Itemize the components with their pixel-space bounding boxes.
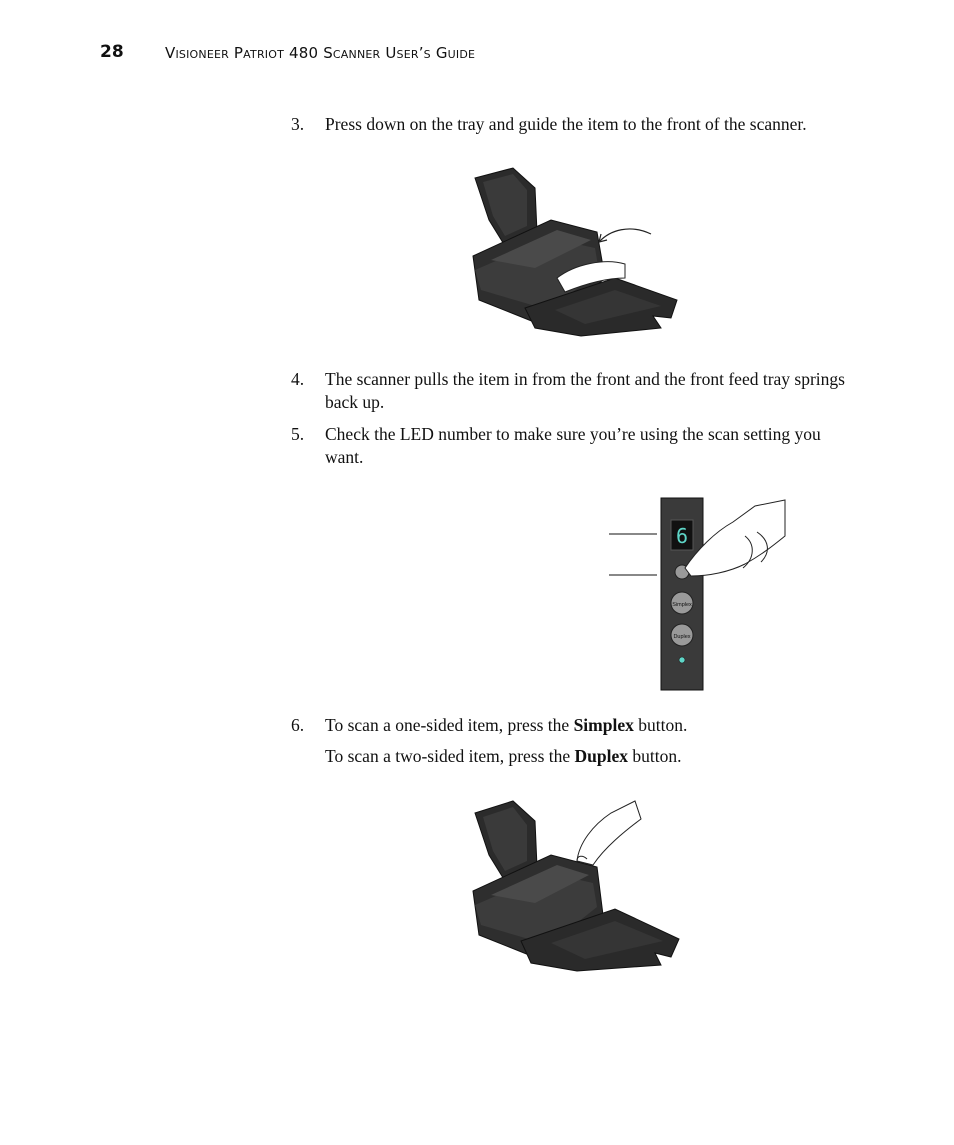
- step-number: 6.: [291, 715, 305, 735]
- page-header: [100, 42, 800, 64]
- duplex-term: Duplex: [574, 746, 629, 766]
- step-text: Press down on the tray and guide the item to the front of the scanner.: [325, 114, 807, 134]
- step-text: Check the LED number to make sure you’re using the scan setting you want.: [325, 424, 821, 467]
- running-title: Visioneer Patriot 480 Scanner User’s Guide: [165, 44, 476, 62]
- step-number: 3.: [291, 114, 305, 134]
- duplex-button-label: Duplex: [673, 634, 691, 640]
- scanner-front-feed-illustration: [465, 160, 685, 340]
- step-text: To scan a one-sided item, press the Simplex button.: [325, 715, 688, 735]
- control-panel-illustration: [605, 492, 795, 692]
- step-number: 4.: [291, 369, 305, 389]
- simplex-term: Simplex: [573, 715, 634, 735]
- step-number: 5.: [291, 424, 305, 444]
- simplex-button-label: Simplex: [672, 602, 692, 608]
- step-6-subtext: To scan a two-sided item, press the Duplex button.: [325, 746, 682, 766]
- scanner-button-press-illustration: [465, 795, 685, 975]
- page-number: 28: [100, 42, 124, 62]
- led-digit: 6: [675, 524, 689, 548]
- step-text: The scanner pulls the item in from the front and the front feed tray springs back up.: [325, 369, 845, 412]
